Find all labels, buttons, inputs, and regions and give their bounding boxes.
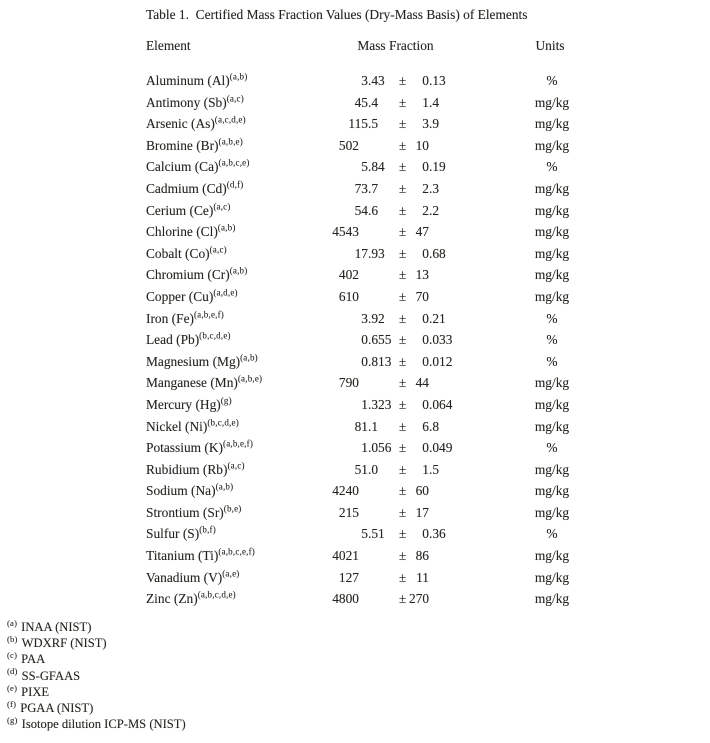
element-name: Manganese (Mn) (146, 375, 238, 391)
table-body (0, 70, 710, 610)
element-cell (146, 372, 330, 394)
table-row (0, 351, 710, 373)
units-cell: % (546, 73, 558, 88)
value-fraction-part: .0 (368, 461, 379, 477)
uncertainty-integer-part: 13 (415, 267, 429, 283)
element-method-superscript: (a,b) (215, 481, 234, 492)
value-integer-part: 610 (338, 288, 359, 304)
value-fraction-part (368, 480, 396, 502)
element-name: Calcium (Ca) (146, 159, 219, 175)
element-method-superscript: (a,b,c,e,f) (218, 546, 256, 557)
uncertainty-fraction-part: .064 (429, 396, 453, 412)
value-integer-part: 115 (348, 116, 368, 132)
plus-minus-symbol: ± (398, 245, 407, 261)
plus-minus-symbol: ± (398, 332, 407, 348)
value-integer-part: 0 (361, 332, 368, 348)
plus-minus-symbol: ± (398, 267, 407, 283)
plus-minus-symbol: ± (398, 418, 407, 434)
value-fraction-part: .1 (368, 418, 379, 434)
element-name: Iron (Fe) (146, 310, 194, 326)
uncertainty-fraction-part (429, 264, 463, 286)
units-cell: mg/kg (534, 288, 570, 304)
units-cell: mg/kg (534, 180, 570, 196)
value-fraction-part: .93 (368, 245, 385, 261)
plus-minus-symbol: ± (398, 548, 407, 564)
element-cell (146, 308, 330, 330)
plus-minus-symbol: ± (398, 375, 407, 391)
element-name: Nickel (Ni) (146, 418, 208, 434)
element-cell (146, 243, 330, 265)
table-row (0, 178, 710, 200)
table-row (0, 135, 710, 157)
element-cell (146, 567, 330, 589)
table-row (0, 221, 710, 243)
table-row (0, 156, 710, 178)
value-integer-part: 81 (354, 418, 368, 434)
value-fraction-part (368, 221, 396, 243)
footnote-text: Isotope dilution ICP-MS (NIST) (21, 717, 186, 732)
element-cell (146, 200, 330, 222)
plus-minus-symbol: ± (398, 526, 407, 542)
element-cell (146, 545, 330, 567)
element-name: Titanium (Ti) (146, 548, 219, 564)
element-method-superscript: (a,b,c,e) (218, 157, 250, 168)
uncertainty-fraction-part: .13 (429, 73, 446, 88)
table-row (0, 243, 710, 265)
value-fraction-part: .813 (368, 353, 392, 369)
value-integer-part: 4543 (332, 224, 359, 240)
plus-minus-symbol: ± (398, 116, 407, 132)
table-row (0, 308, 710, 330)
element-cell (146, 264, 330, 286)
uncertainty-integer-part: 44 (415, 375, 429, 391)
footnote-marker: (e) (7, 682, 18, 693)
table-row (0, 92, 710, 114)
units-cell: mg/kg (534, 267, 570, 283)
element-name: Chromium (Cr) (146, 267, 230, 283)
footnote-line (7, 684, 186, 700)
plus-minus-symbol: ± (398, 310, 407, 326)
footnote-marker: (f) (7, 698, 17, 709)
value-fraction-part (368, 545, 396, 567)
element-method-superscript: (a,b) (240, 352, 258, 363)
uncertainty-integer-part: 0 (422, 159, 429, 175)
element-name: Mercury (Hg) (146, 396, 221, 412)
table-row (0, 394, 710, 416)
plus-minus-symbol: ± (398, 396, 407, 412)
element-cell (146, 221, 330, 243)
footnote-line (7, 651, 186, 667)
value-fraction-part: .4 (368, 94, 379, 110)
table-row (0, 502, 710, 524)
table-row (0, 286, 710, 308)
element-name: Sodium (Na) (146, 483, 216, 499)
element-cell (146, 329, 330, 351)
uncertainty-fraction-part: .8 (429, 418, 440, 434)
footnote-text: WDXRF (NIST) (21, 636, 107, 651)
element-cell (146, 523, 330, 545)
table-row (0, 200, 710, 222)
element-name: Bromine (Br) (146, 137, 219, 153)
units-cell: mg/kg (534, 548, 570, 564)
footnote-line (7, 619, 186, 635)
units-cell: mg/kg (534, 224, 570, 240)
element-cell (146, 437, 330, 459)
element-method-superscript: (b,c,d,e) (207, 417, 239, 428)
element-cell (146, 588, 330, 610)
table-row (0, 567, 710, 589)
element-method-superscript: (a,b,e) (237, 373, 263, 384)
element-cell (146, 459, 330, 481)
uncertainty-integer-part: 2 (422, 180, 429, 196)
uncertainty-integer-part: 10 (415, 137, 429, 153)
units-cell: mg/kg (534, 375, 570, 391)
uncertainty-fraction-part: .36 (429, 526, 446, 542)
uncertainty-integer-part: 11 (416, 569, 429, 585)
element-cell (146, 502, 330, 524)
value-integer-part: 790 (338, 375, 359, 391)
plus-minus-symbol: ± (398, 483, 407, 499)
units-cell: mg/kg (534, 94, 570, 110)
element-name: Sulfur (S) (146, 526, 200, 542)
value-integer-part: 5 (361, 526, 368, 542)
element-method-superscript: (a,c) (209, 244, 227, 255)
units-cell: mg/kg (534, 418, 570, 434)
uncertainty-integer-part: 0 (422, 73, 429, 88)
element-name: Rubidium (Rb) (146, 461, 228, 477)
value-integer-part: 4021 (332, 548, 359, 564)
uncertainty-integer-part: 1 (422, 461, 429, 477)
value-fraction-part: .43 (368, 73, 385, 88)
value-integer-part: 51 (354, 461, 368, 477)
uncertainty-fraction-part (429, 135, 463, 157)
element-name: Aluminum (Al) (146, 73, 230, 88)
uncertainty-integer-part: 0 (422, 353, 429, 369)
footnote-marker: (c) (7, 650, 18, 661)
value-integer-part: 3 (361, 73, 368, 88)
value-integer-part: 502 (338, 137, 359, 153)
table-row (0, 437, 710, 459)
element-method-superscript: (d,f) (226, 179, 244, 190)
value-fraction-part (368, 264, 396, 286)
footnote-text: PGAA (NIST) (20, 700, 94, 715)
value-integer-part: 1 (361, 440, 368, 456)
units-cell: mg/kg (534, 245, 570, 261)
footnote-marker: (a) (7, 617, 18, 628)
column-header-mass-fraction: Mass Fraction (357, 38, 434, 53)
element-method-superscript: (b,f) (199, 525, 216, 535)
uncertainty-integer-part: 47 (415, 224, 429, 240)
element-method-superscript: (g) (220, 395, 232, 406)
table-row (0, 264, 710, 286)
plus-minus-symbol: ± (398, 137, 407, 153)
element-method-superscript: (a,d,e) (213, 287, 238, 298)
plus-minus-symbol: ± (398, 440, 407, 456)
element-method-superscript: (a,b,e,f) (193, 309, 224, 320)
table-row (0, 545, 710, 567)
plus-minus-symbol: ± (398, 591, 407, 607)
value-integer-part: 1 (361, 396, 368, 412)
element-name: Cerium (Ce) (146, 202, 214, 218)
element-name: Chlorine (Cl) (146, 224, 218, 240)
uncertainty-integer-part: 0 (422, 526, 429, 542)
uncertainty-fraction-part: .9 (429, 116, 440, 132)
element-cell (146, 178, 330, 200)
element-name: Cadmium (Cd) (146, 180, 227, 196)
table-header-row (0, 38, 710, 54)
value-fraction-part: .7 (368, 180, 379, 196)
units-cell: % (546, 310, 558, 326)
units-cell: % (546, 440, 558, 456)
element-name: Strontium (Sr) (146, 504, 224, 520)
element-method-superscript: (a,b) (229, 71, 248, 82)
table-row (0, 329, 710, 351)
units-cell: % (546, 526, 558, 542)
footnote-text: SS-GFAAS (21, 668, 81, 683)
element-method-superscript: (b,c,d,e) (199, 330, 231, 341)
element-method-superscript: (a,c) (226, 93, 244, 104)
uncertainty-fraction-part: .68 (429, 245, 446, 261)
units-cell: mg/kg (534, 202, 570, 218)
plus-minus-symbol: ± (398, 73, 407, 88)
element-method-superscript: (a,c) (227, 460, 245, 471)
uncertainty-integer-part: 0 (422, 440, 429, 456)
element-method-superscript: (b,e) (223, 503, 242, 514)
uncertainty-integer-part: 6 (422, 418, 429, 434)
element-name: Potassium (K) (146, 440, 223, 456)
element-name: Lead (Pb) (146, 332, 200, 348)
footnote-line (7, 668, 186, 684)
uncertainty-fraction-part (429, 502, 463, 524)
value-integer-part: 4240 (332, 483, 359, 499)
footnote-marker: (d) (7, 666, 18, 677)
units-cell: % (546, 332, 558, 348)
units-cell: mg/kg (534, 461, 570, 477)
uncertainty-fraction-part: .21 (429, 310, 446, 326)
value-integer-part: 54 (354, 202, 368, 218)
table-row (0, 70, 710, 92)
uncertainty-integer-part: 0 (422, 332, 429, 348)
table-row (0, 416, 710, 438)
element-method-superscript: (a,c) (213, 201, 231, 212)
uncertainty-integer-part: 0 (422, 310, 429, 326)
value-fraction-part (368, 567, 396, 589)
element-name: Magnesium (Mg) (146, 353, 241, 369)
column-header-units: Units (535, 38, 565, 53)
element-cell (146, 70, 330, 92)
element-cell (146, 416, 330, 438)
uncertainty-integer-part: 70 (415, 288, 429, 304)
element-method-superscript: (a,b,c,d,e) (197, 589, 236, 600)
value-fraction-part (368, 286, 396, 308)
value-fraction-part: .92 (368, 310, 385, 326)
units-cell: mg/kg (534, 569, 570, 585)
value-integer-part: 402 (338, 267, 359, 283)
element-name: Copper (Cu) (146, 288, 214, 304)
value-fraction-part: .323 (368, 396, 392, 412)
plus-minus-symbol: ± (398, 288, 407, 304)
column-header-element: Element (146, 38, 191, 53)
footnote-text: PIXE (21, 684, 50, 699)
uncertainty-integer-part: 86 (415, 548, 429, 564)
uncertainty-integer-part: 270 (409, 591, 430, 607)
value-integer-part: 45 (354, 94, 368, 110)
element-method-superscript: (a,b) (229, 265, 248, 276)
uncertainty-integer-part: 1 (422, 94, 429, 110)
element-name: Antimony (Sb) (146, 94, 227, 110)
element-name: Zinc (Zn) (146, 591, 198, 607)
plus-minus-symbol: ± (398, 569, 407, 585)
uncertainty-integer-part: 3 (422, 116, 429, 132)
value-fraction-part: .5 (368, 116, 379, 132)
footnote-marker: (g) (7, 714, 18, 725)
footnotes (7, 619, 186, 732)
footnote-marker: (b) (7, 634, 18, 644)
plus-minus-symbol: ± (398, 461, 407, 477)
value-fraction-part (368, 588, 396, 610)
table-row (0, 459, 710, 481)
plus-minus-symbol: ± (398, 159, 407, 175)
units-cell: mg/kg (534, 483, 570, 499)
value-integer-part: 73 (354, 180, 368, 196)
uncertainty-fraction-part (429, 567, 463, 589)
table-row (0, 372, 710, 394)
element-cell (146, 156, 330, 178)
value-fraction-part (368, 135, 396, 157)
element-cell (146, 394, 330, 416)
value-fraction-part: .655 (368, 332, 392, 348)
units-cell: % (546, 353, 558, 369)
element-method-superscript: (a,b) (217, 222, 236, 233)
value-integer-part: 5 (361, 159, 368, 175)
uncertainty-fraction-part (429, 588, 463, 610)
table-caption: Table 1. Certified Mass Fraction Values (Dry-Mass Basis) of Elements (146, 7, 528, 22)
uncertainty-integer-part: 2 (422, 202, 429, 218)
footnote-line (7, 635, 186, 651)
uncertainty-fraction-part: .2 (429, 202, 440, 218)
plus-minus-symbol: ± (398, 94, 407, 110)
uncertainty-integer-part: 17 (415, 504, 429, 520)
element-name: Arsenic (As) (146, 116, 215, 132)
value-integer-part: 127 (338, 569, 359, 585)
units-cell: mg/kg (534, 137, 570, 153)
element-method-superscript: (a,e) (222, 568, 240, 579)
value-integer-part: 17 (354, 245, 368, 261)
footnote-line (7, 700, 186, 716)
uncertainty-integer-part: 0 (422, 396, 429, 412)
element-cell (146, 351, 330, 373)
units-cell: mg/kg (534, 591, 570, 607)
value-fraction-part: .51 (368, 526, 385, 542)
units-cell: mg/kg (534, 504, 570, 520)
uncertainty-fraction-part (429, 286, 463, 308)
units-cell: mg/kg (534, 396, 570, 412)
value-fraction-part: .84 (368, 159, 385, 175)
uncertainty-fraction-part (429, 480, 463, 502)
uncertainty-fraction-part: .012 (429, 353, 453, 369)
element-method-superscript: (a,c,d,e) (214, 114, 246, 125)
element-name: Cobalt (Co) (146, 245, 210, 261)
plus-minus-symbol: ± (398, 504, 407, 520)
value-integer-part: 3 (361, 310, 368, 326)
element-cell (146, 135, 330, 157)
footnote-text: INAA (NIST) (21, 620, 92, 634)
uncertainty-fraction-part: .033 (429, 332, 453, 348)
uncertainty-integer-part: 0 (422, 245, 429, 261)
value-fraction-part: .6 (368, 202, 379, 218)
element-method-superscript: (a,b,e) (218, 136, 243, 147)
element-cell (146, 286, 330, 308)
value-integer-part: 215 (338, 504, 359, 520)
uncertainty-fraction-part: .3 (429, 180, 440, 196)
value-fraction-part: .056 (368, 440, 392, 456)
value-integer-part: 0 (361, 353, 368, 369)
uncertainty-fraction-part: .19 (429, 159, 446, 175)
table-row (0, 588, 710, 610)
element-cell (146, 480, 330, 502)
uncertainty-fraction-part (429, 545, 463, 567)
uncertainty-fraction-part: .4 (429, 94, 440, 110)
value-integer-part: 4800 (332, 591, 359, 607)
units-cell: mg/kg (534, 116, 570, 132)
uncertainty-fraction-part: .5 (429, 461, 440, 477)
table-row (0, 523, 710, 545)
plus-minus-symbol: ± (398, 353, 407, 369)
uncertainty-integer-part: 60 (415, 483, 429, 499)
uncertainty-fraction-part (429, 221, 463, 243)
value-fraction-part (368, 502, 396, 524)
footnote-line (7, 716, 186, 732)
element-name: Vanadium (V) (146, 569, 223, 585)
value-fraction-part (368, 372, 396, 394)
uncertainty-fraction-part (429, 372, 463, 394)
element-cell (146, 113, 330, 135)
element-method-superscript: (a,b,e,f) (223, 438, 254, 449)
uncertainty-fraction-part: .049 (429, 440, 453, 456)
units-cell: % (546, 159, 558, 175)
footnote-text: PAA (21, 652, 46, 667)
plus-minus-symbol: ± (398, 180, 407, 196)
element-cell (146, 92, 330, 114)
plus-minus-symbol: ± (398, 224, 407, 240)
table-row (0, 480, 710, 502)
table-row (0, 113, 710, 135)
plus-minus-symbol: ± (398, 202, 407, 218)
